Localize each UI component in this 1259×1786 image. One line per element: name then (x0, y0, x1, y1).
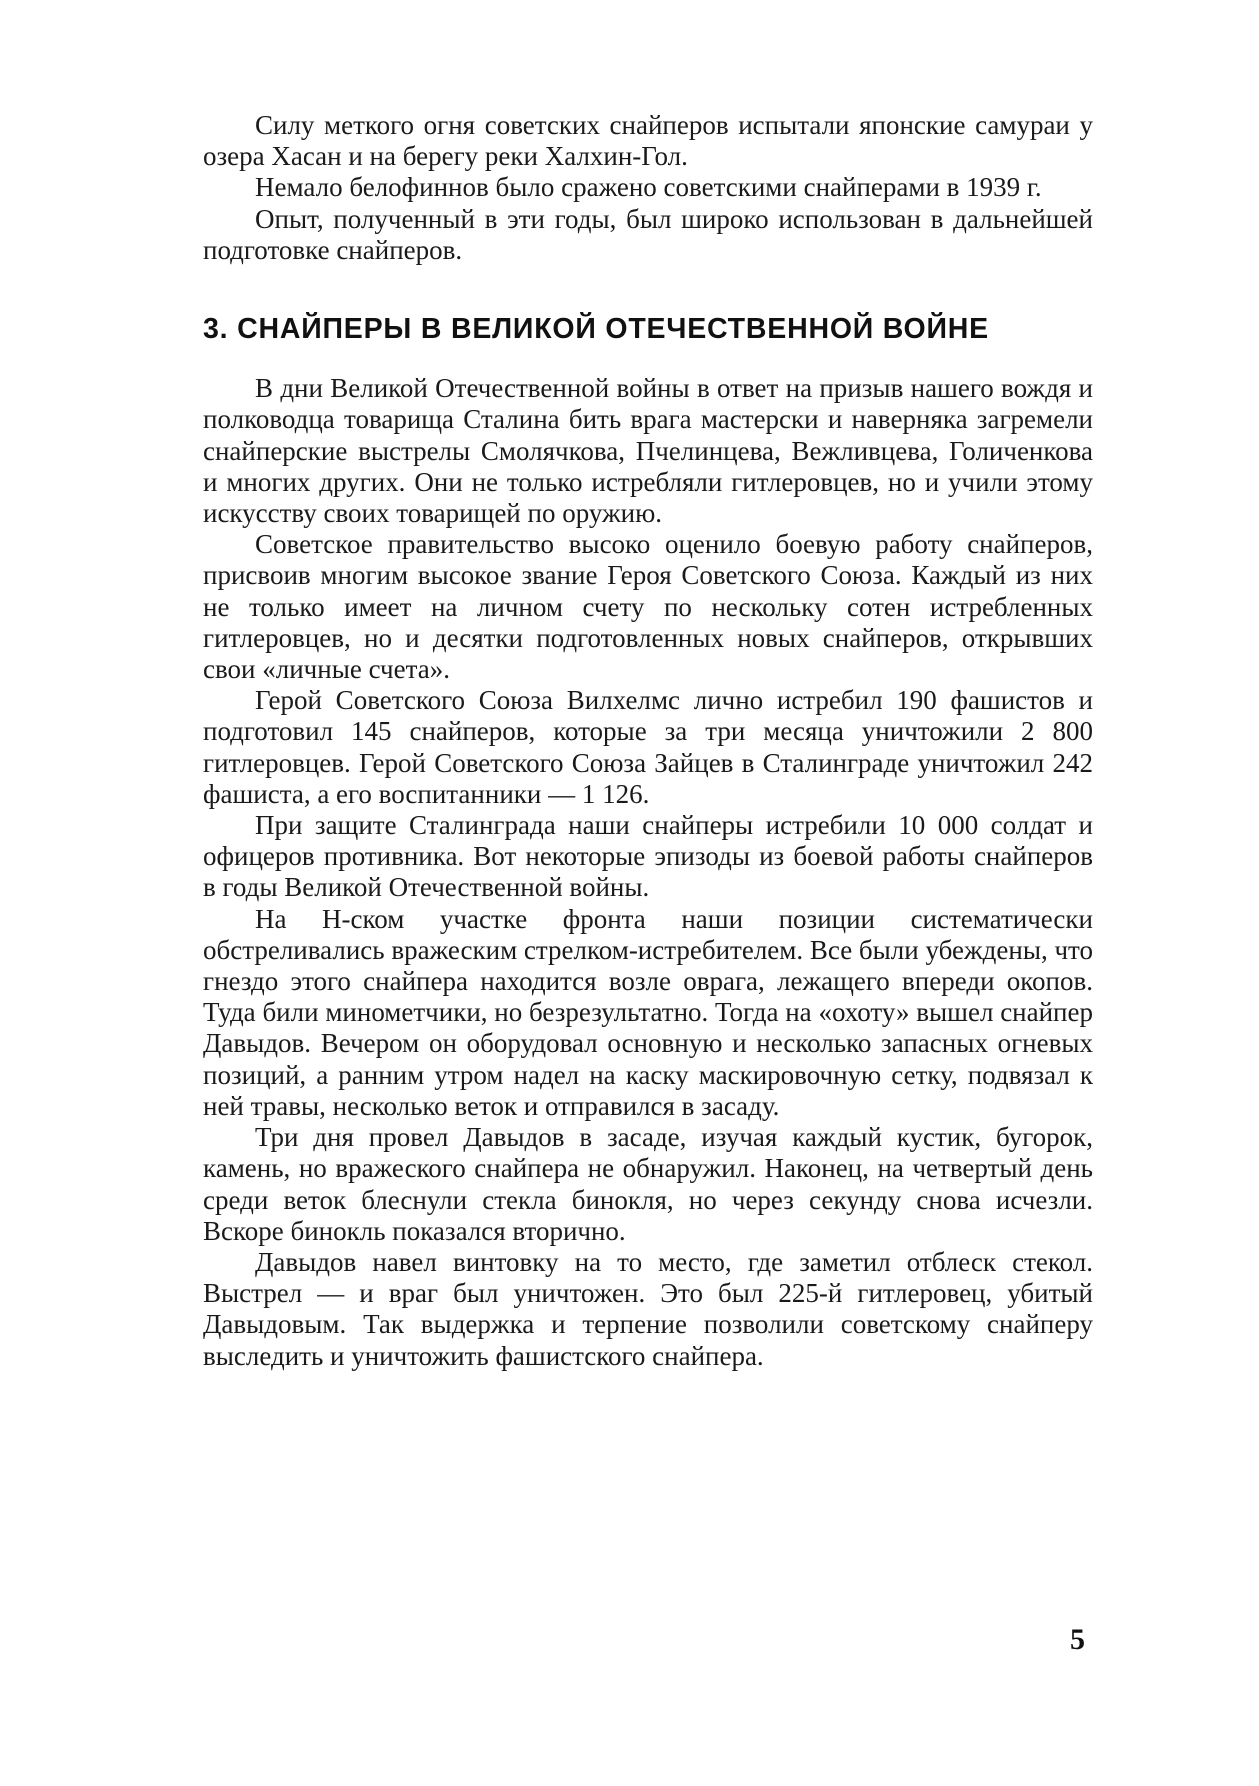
text-column (203, 110, 1093, 1372)
paragraph-khasan: Силу меткого огня советских снайперов испытали японские самураи у озера Хасан и на берегу реки Халхин-Гол. (203, 110, 1093, 172)
paragraph-experience: Опыт, полученный в эти годы, был широко использован в дальнейшей подготовке снайперов. (203, 203, 1093, 265)
paragraph-great-patriotic-war: В дни Великой Отечественной войны в ответ на призыв нашего вождя и полководца товарища Сталина бить врага мастерски и наверняка загремели снайперские выстрелы Смолячкова, Пчелинцева, Вежливцева, Голиченкова и многих других. Они не только истребляли гитлеровцев, но и учили этому искусству своих товарищей по оружию. (203, 373, 1093, 529)
page-number: 5 (1070, 1623, 1085, 1656)
paragraph-government-awards: Советское правительство высоко оценило боевую работу снайперов, присвоив многим высокое звание Героя Советского Союза. Каждый из них не только имеет на личном счету по нескольку сотен истребленных гитлеровцев, но и десятки подготовленных новых снайперов, открывших свои «личные счета». (203, 529, 1093, 685)
paragraph-three-days: Три дня провел Давыдов в засаде, изучая каждый кустик, бугорок, камень, но вражеского снайпера не обнаружил. Наконец, на четвертый день среди веток блеснули стекла бинокля, но через секунду снова исчезли. Вскоре бинокль показался вторично. (203, 1122, 1093, 1246)
paragraph-shot: Давыдов навел винтовку на то место, где заметил отблеск стекол. Выстрел — и враг был уничтожен. Это был 225-й гитлеровец, убитый Давыдовым. Так выдержка и терпение позволили советскому снайперу выследить и уничтожить фашистского снайпера. (203, 1246, 1093, 1371)
paragraph-finns-1939: Немало белофиннов было сражено советскими снайперами в 1939 г. (255, 172, 1042, 203)
section-heading: 3. СНАЙПЕРЫ В ВЕЛИКОЙ ОТЕЧЕСТВЕННОЙ ВОЙНЕ (203, 313, 989, 346)
paragraph-front-sector: На Н-ском участке фронта наши позиции систематически обстреливались вражеским стрелком-истребителем. Все были убеждены, что гнездо этого снайпера находится возле оврага, лежащего впереди окопов. Туда били минометчики, но безрезультатно. Тогда на «охоту» вышел снайпер Давыдов. Вечером он оборудовал основную и несколько запасных огневых позиций, а ранним утром надел на каску маскировочную сетку, подвязал к ней травы, несколько веток и отправился в засаду. (203, 903, 1093, 1121)
paragraph-heroes-stats: Герой Советского Союза Вилхелмс лично истребил 190 фашистов и подготовил 145 снайперов, которые за три месяца уничтожили 2 800 гитлеровцев. Герой Советского Союза Зайцев в Сталинграде уничтожил 242 фашиста, а его воспитанники — 1 126. (203, 685, 1093, 809)
paragraph-stalingrad: При защите Сталинграда наши снайперы истребили 10 000 солдат и офицеров противника. Вот некоторые эпизоды из боевой работы снайперов в годы Великой Отечественной войны. (203, 810, 1093, 903)
